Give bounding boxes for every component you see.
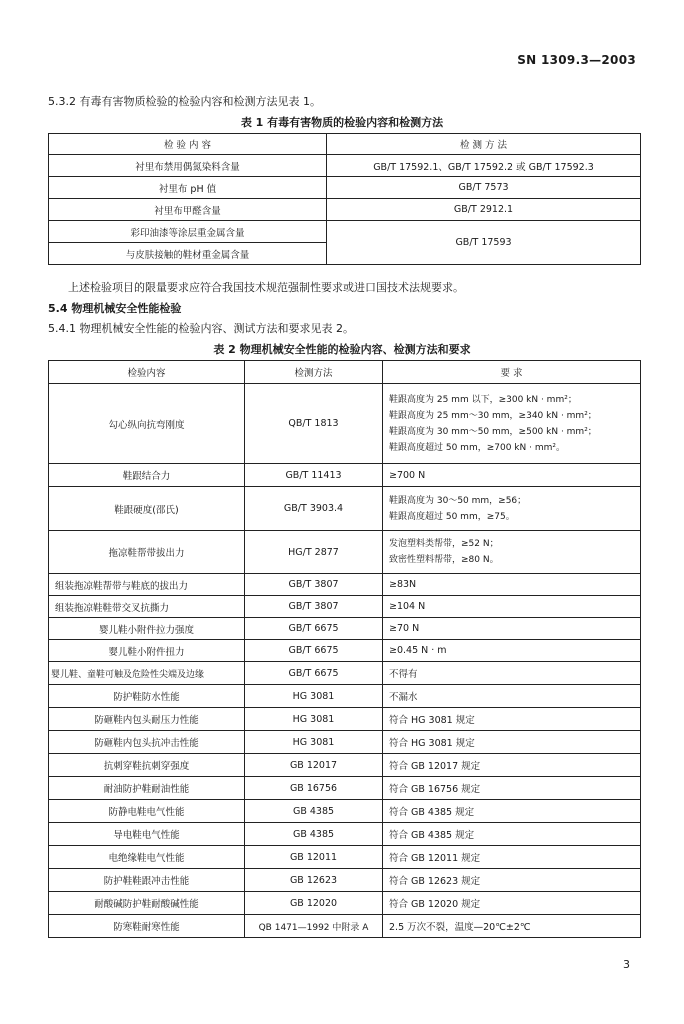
table-row: [49, 640, 641, 662]
table-row: [49, 731, 641, 754]
requirement-line: 鞋跟高度为 30 mm～50 mm，≥500 kN · mm²；: [389, 426, 597, 437]
table-2-cell-requirement: [383, 531, 641, 574]
table-2-cell-method: GB 4385: [245, 823, 383, 846]
table-2-cell-method: GB 12623: [245, 869, 383, 892]
table-2-cell-method: GB/T 6675: [245, 618, 383, 640]
table-2-cell-item: 组装拖凉鞋帮带与鞋底的拔出力: [49, 574, 245, 596]
table-2-cell-method: GB 12011: [245, 846, 383, 869]
table-1: [48, 133, 641, 265]
requirement-line: 鞋跟高度超过 50 mm，≥75。: [389, 511, 515, 522]
table-2-cell-method: GB/T 6675: [245, 662, 383, 685]
table-2-cell-requirement: ≥70 N: [383, 618, 641, 640]
table-2-cell-requirement: 符合 GB 12623 规定: [383, 869, 641, 892]
table-2-cell-item: 鞋跟硬度(邵氏): [49, 487, 245, 531]
table-row: [49, 915, 641, 938]
table-2-cell-method: GB 16756: [245, 777, 383, 800]
table-2-cell-item: 组装拖凉鞋鞋带交叉抗撕力: [49, 596, 245, 618]
clause-5-4-1: 5.4.1 物理机械安全性能的检验内容、测试方法和要求见表 2。: [48, 322, 354, 335]
table-2-cell-requirement: 符合 GB 4385 规定: [383, 823, 641, 846]
table-1-cell-item: 衬里布甲醛含量: [49, 199, 327, 221]
limit-paragraph: 上述检验项目的限量要求应符合我国技术规范强制性要求或进口国技术法规要求。: [68, 281, 464, 294]
requirement-line: 鞋跟高度为 25 mm～30 mm，≥340 kN · mm²；: [389, 410, 597, 421]
table-row: [49, 487, 641, 531]
table-2-cell-item: 勾心纵向抗弯刚度: [49, 384, 245, 464]
table-2-cell-requirement: [383, 487, 641, 531]
table-2-cell-requirement: 符合 GB 12017 规定: [383, 754, 641, 777]
table-row: [49, 596, 641, 618]
table-row: [49, 685, 641, 708]
table-row: [49, 869, 641, 892]
table-2-cell-requirement: ≥700 N: [383, 464, 641, 487]
table-2-cell-requirement: 符合 GB 4385 规定: [383, 800, 641, 823]
table-2-cell-requirement: 符合 GB 12011 规定: [383, 846, 641, 869]
table-2-cell-item: 耐酸碱防护鞋耐酸碱性能: [49, 892, 245, 915]
requirement-line: 致密性塑料帮带，≥80 N。: [389, 555, 499, 565]
table-2-cell-item: 婴儿鞋小附件拉力强度: [49, 618, 245, 640]
table-2-cell-method: GB/T 3903.4: [245, 487, 383, 531]
table-row: [49, 531, 641, 574]
table-1-header-row: [49, 134, 641, 155]
table-row: [49, 662, 641, 685]
table-2-cell-requirement: ≥104 N: [383, 596, 641, 618]
section-5-4-heading: 5.4 物理机械安全性能检验: [48, 302, 182, 315]
requirement-line: 发泡塑料类帮带，≥52 N；: [389, 539, 499, 549]
table-2-cell-requirement: ≥83N: [383, 574, 641, 596]
table-2-cell-method: GB/T 3807: [245, 574, 383, 596]
table-2-cell-method: HG 3081: [245, 731, 383, 754]
table-row: [49, 892, 641, 915]
table-1-cell-item: 衬里布 pH 值: [49, 177, 327, 199]
table-1-cell-method: GB/T 2912.1: [327, 199, 641, 221]
table-2-cell-method: GB/T 3807: [245, 596, 383, 618]
table-2-cell-item: 防护鞋鞋跟冲击性能: [49, 869, 245, 892]
table-2-cell-item: 拖凉鞋帮带拔出力: [49, 531, 245, 574]
table-1-header-method: 检 测 方 法: [327, 134, 641, 155]
table-2-cell-method: HG/T 2877: [245, 531, 383, 574]
table-2-cell-item: 抗刺穿鞋抗刺穿强度: [49, 754, 245, 777]
table-2-cell-item: 防砸鞋内包头抗冲击性能: [49, 731, 245, 754]
table-row: [49, 823, 641, 846]
table-2-cell-item: 鞋跟结合力: [49, 464, 245, 487]
table-2-cell-item: 防护鞋防水性能: [49, 685, 245, 708]
table-row: [49, 708, 641, 731]
table-2-header-method: 检测方法: [245, 361, 383, 384]
table-row: [49, 800, 641, 823]
table-2-cell-requirement: 符合 HG 3081 规定: [383, 731, 641, 754]
table-row: [49, 464, 641, 487]
standard-number: SN 1309.3—2003: [517, 53, 636, 67]
table-2-cell-requirement: 符合 GB 12020 规定: [383, 892, 641, 915]
table-2-cell-item: 防寒鞋耐寒性能: [49, 915, 245, 938]
table-2-header-item: 检验内容: [49, 361, 245, 384]
table-row: [49, 777, 641, 800]
table-2-cell-item: 婴儿鞋、童鞋可触及危险性尖端及边缘: [49, 662, 245, 685]
table-2-cell-method: GB 12020: [245, 892, 383, 915]
table-2-cell-method: HG 3081: [245, 685, 383, 708]
table-2-caption: 表 2 物理机械安全性能的检验内容、检测方法和要求: [213, 343, 471, 356]
table-1-cell-method: GB/T 7573: [327, 177, 641, 199]
requirement-line: 鞋跟高度为 30～50 mm，≥56；: [389, 495, 527, 506]
table-2-cell-method: GB/T 11413: [245, 464, 383, 487]
table-1-header-item: 检 验 内 容: [49, 134, 327, 155]
table-row: [49, 155, 641, 177]
table-row: [49, 177, 641, 199]
table-2-cell-requirement: ≥0.45 N · m: [383, 640, 641, 662]
table-2-cell-requirement: 符合 HG 3081 规定: [383, 708, 641, 731]
table-2-cell-item: 婴儿鞋小附件扭力: [49, 640, 245, 662]
table-2-cell-method: QB 1471—1992 中附录 A: [245, 915, 383, 938]
requirement-line: 鞋跟高度为 25 mm 以下，≥300 kN · mm²；: [389, 394, 577, 405]
table-2: [48, 360, 641, 938]
table-row: [49, 221, 641, 243]
table-2-cell-item: 导电鞋电气性能: [49, 823, 245, 846]
table-row: [49, 384, 641, 464]
table-2-cell-requirement: 不得有: [383, 662, 641, 685]
table-2-cell-method: GB 4385: [245, 800, 383, 823]
table-row: [49, 574, 641, 596]
table-2-cell-method: GB 12017: [245, 754, 383, 777]
table-2-cell-requirement: [383, 384, 641, 464]
table-row: [49, 618, 641, 640]
table-2-cell-item: 防静电鞋电气性能: [49, 800, 245, 823]
page-number: 3: [623, 958, 630, 971]
table-2-cell-item: 防砸鞋内包头耐压力性能: [49, 708, 245, 731]
table-row: [49, 754, 641, 777]
table-1-caption: 表 1 有毒有害物质的检验内容和检测方法: [240, 116, 444, 129]
table-2-cell-method: HG 3081: [245, 708, 383, 731]
table-row: [49, 199, 641, 221]
requirement-line: 鞋跟高度超过 50 mm，≥700 kN · mm²。: [389, 442, 565, 453]
table-2-cell-item: 电绝缘鞋电气性能: [49, 846, 245, 869]
table-1-cell-method-merged: GB/T 17593: [327, 221, 641, 265]
table-1-cell-item: 衬里布禁用偶氮染料含量: [49, 155, 327, 177]
table-1-cell-method: GB/T 17592.1、GB/T 17592.2 或 GB/T 17592.3: [327, 155, 641, 177]
table-2-cell-method: GB/T 6675: [245, 640, 383, 662]
table-2-cell-requirement: 2.5 万次不裂，温度—20℃±2℃: [383, 915, 641, 938]
table-1-cell-item: 彩印油漆等涂层重金属含量: [49, 221, 327, 243]
clause-5-3-2: 5.3.2 有毒有害物质检验的检验内容和检测方法见表 1。: [48, 95, 321, 108]
table-2-header-row: [49, 361, 641, 384]
table-2-header-requirement: 要 求: [383, 361, 641, 384]
table-2-cell-item: 耐油防护鞋耐油性能: [49, 777, 245, 800]
table-1-cell-item: 与皮肤接触的鞋材重金属含量: [49, 243, 327, 265]
table-2-cell-requirement: 符合 GB 16756 规定: [383, 777, 641, 800]
table-2-cell-method: QB/T 1813: [245, 384, 383, 464]
table-2-cell-requirement: 不漏水: [383, 685, 641, 708]
table-row: [49, 846, 641, 869]
